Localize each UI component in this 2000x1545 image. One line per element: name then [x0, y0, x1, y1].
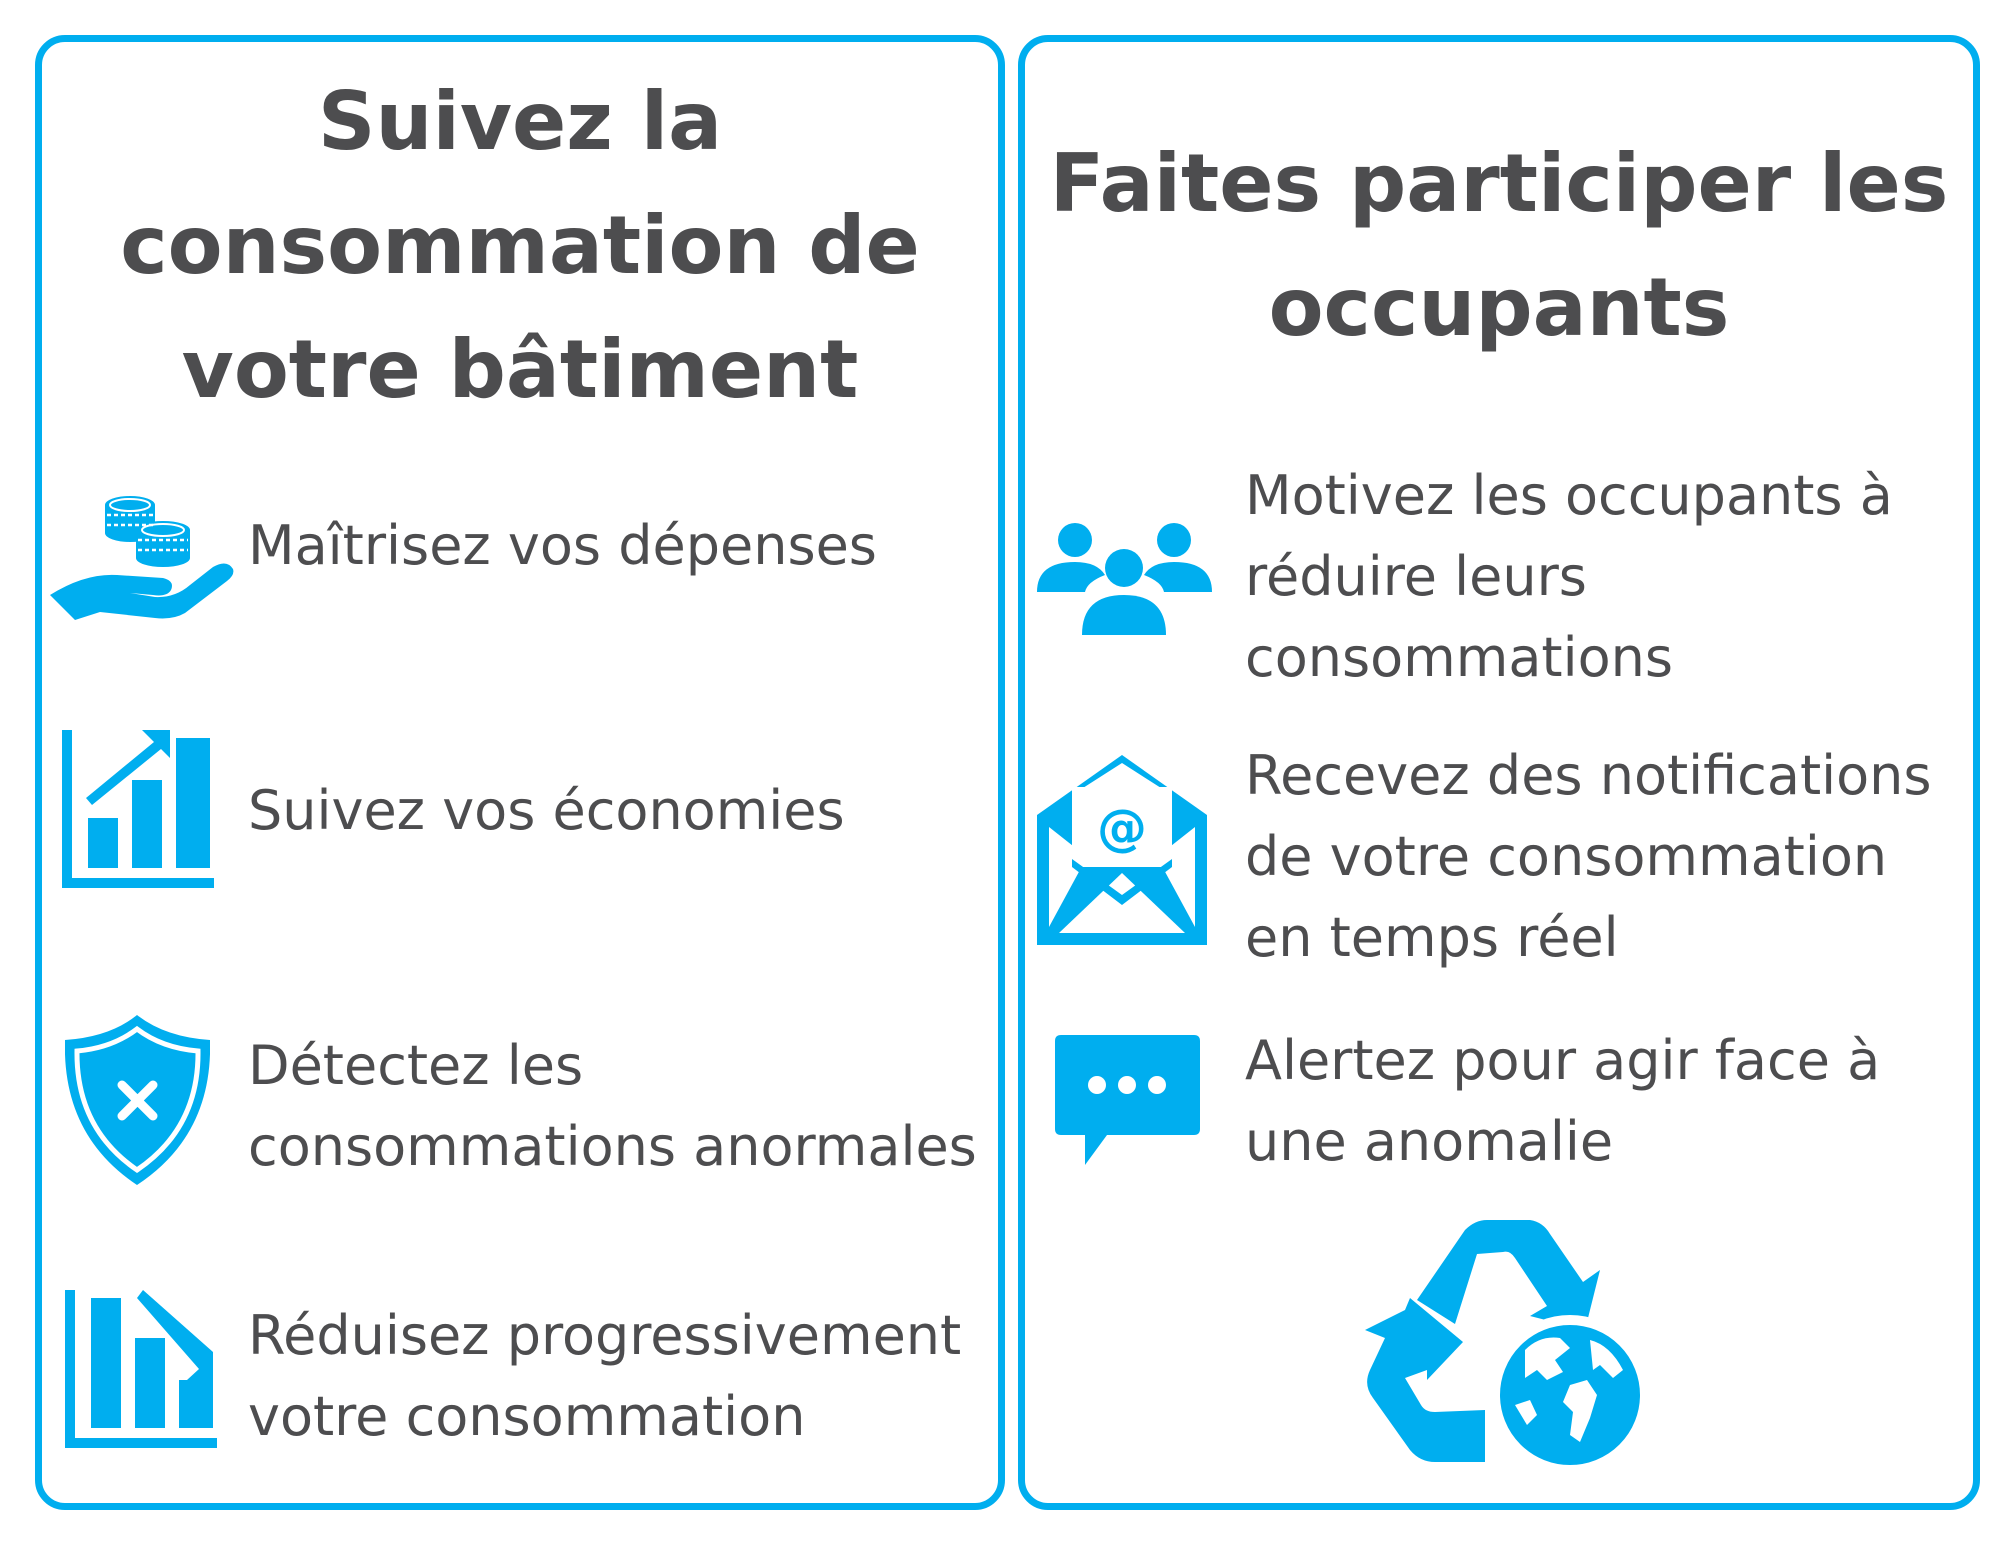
- item-text: [248, 1295, 961, 1457]
- recycle-globe-icon: [1365, 1220, 1650, 1475]
- title-line: Suivez la: [317, 75, 723, 168]
- users-group-icon: [1037, 520, 1212, 635]
- title-line: votre bâtiment: [181, 323, 859, 416]
- item-text-line: consommations anormales: [248, 1115, 977, 1178]
- svg-text:@: @: [1097, 799, 1147, 857]
- shield-x-icon: [65, 1015, 210, 1185]
- item-text-line: Motivez les occupants à: [1245, 464, 1893, 527]
- item-text-line: de votre consommation: [1245, 825, 1888, 888]
- title-line: occupants: [1268, 261, 1730, 354]
- item-text: [248, 505, 877, 586]
- item-text: [1245, 735, 1932, 978]
- item-text: [248, 770, 845, 851]
- item-text-line: Recevez des notifications: [1245, 744, 1932, 807]
- item-text-line: réduire leurs: [1245, 545, 1587, 608]
- bar-chart-down-icon: [65, 1290, 217, 1448]
- bar-chart-up-icon: [62, 730, 214, 888]
- item-text-line: une anomalie: [1245, 1110, 1614, 1173]
- panel-title: [42, 60, 998, 432]
- email-at-icon: [1037, 755, 1207, 945]
- item-text-line: Détectez les: [248, 1034, 584, 1097]
- item-text-line: votre consommation: [248, 1385, 806, 1448]
- item-text: [1245, 1020, 1880, 1182]
- item-text-line: Réduisez progressivement: [248, 1304, 962, 1367]
- chat-bubble-icon: [1055, 1035, 1200, 1165]
- item-text-line: consommations: [1245, 626, 1673, 689]
- hand-coins-icon: [45, 475, 235, 620]
- item-text: [248, 1025, 977, 1187]
- title-line: consommation de: [120, 199, 920, 292]
- title-line: Faites participer les: [1049, 137, 1949, 230]
- item-text: [1245, 455, 1893, 698]
- panel-title: [1025, 122, 1973, 370]
- item-text-line: Suivez vos économies: [248, 779, 845, 842]
- item-text-line: en temps réel: [1245, 906, 1619, 969]
- item-text-line: Alertez pour agir face à: [1245, 1029, 1881, 1092]
- item-text-line: Maîtrisez vos dépenses: [248, 514, 877, 577]
